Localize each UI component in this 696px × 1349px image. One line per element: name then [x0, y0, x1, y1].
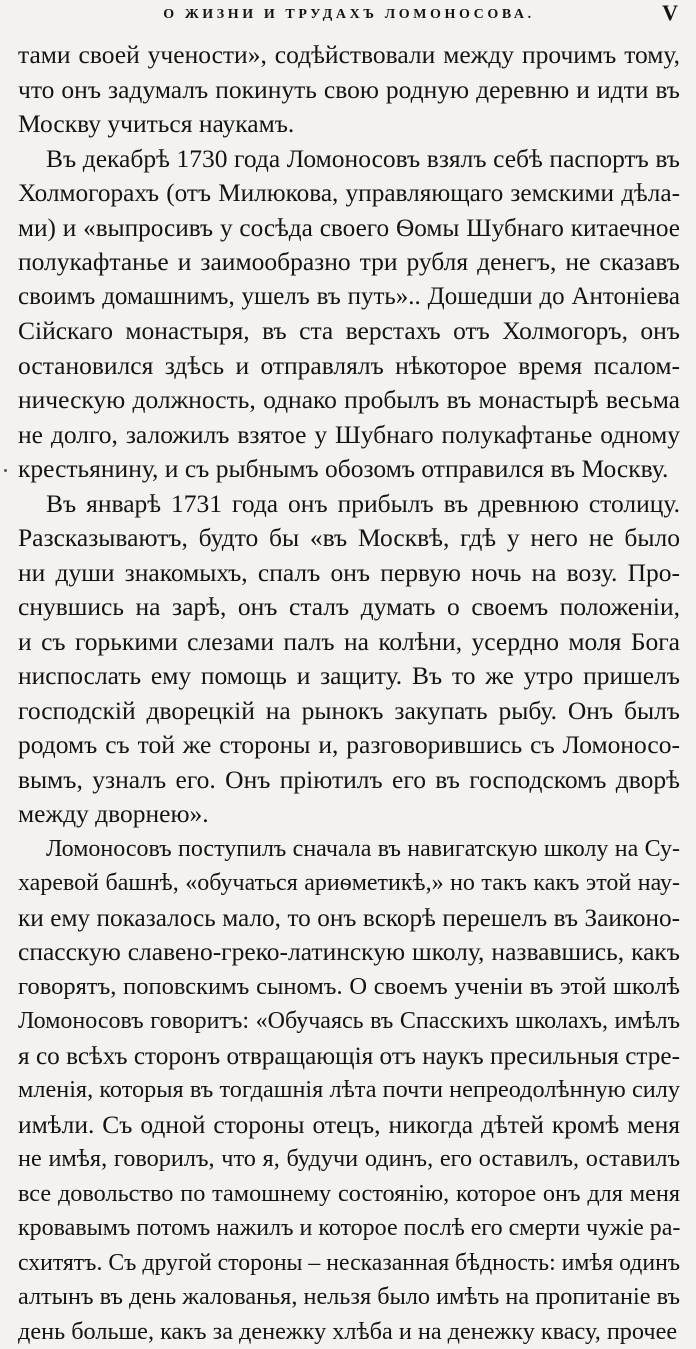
- text-line: вымъ, узналъ его. Онъ пріютилъ его въ господскомъ дворѣ: [18, 763, 680, 798]
- text-line: все довольство по тамошнему состоянію, которое онъ для меня: [18, 1177, 680, 1212]
- text-line: между дворнею».: [18, 797, 680, 832]
- text-line: спасскую славено-греко-латинскую школу, назвавшись, какъ: [18, 935, 680, 970]
- text-line: ническую должность, однако пробылъ въ монастырѣ весьма: [18, 383, 680, 418]
- text-line: родомъ съ той же стороны и, разговорившись съ Ломоносо-: [18, 728, 680, 763]
- text-line: Ломоносовъ говоритъ: «Обучаясь въ Спасскихъ школахъ, имѣлъ: [18, 1004, 680, 1039]
- text-line: кровавымъ потомъ нажилъ и которое послѣ его смерти чужіе рa-: [18, 1211, 680, 1246]
- text-line: что онъ задумалъ покинуть свою родную деревню и идти въ: [18, 73, 680, 108]
- ink-speck: [4, 469, 7, 472]
- text-line: харевой башнѣ, «обучаться ариѳметикѣ,» но такъ какъ этой нау-: [18, 866, 680, 901]
- text-line: ни души знакомыхъ, спалъ онъ первую ночь на возу. Про-: [18, 556, 680, 591]
- running-head: [18, 0, 680, 38]
- text-line: ниспослать ему помощь и защиту. Въ то же утро пришелъ: [18, 659, 680, 694]
- running-title: О ЖИЗНИ И ТРУДАХЪ ЛОМОНОСОВА.: [18, 7, 680, 23]
- text-line: схитятъ. Съ другой стороны – несказанная бѣдность: имѣя одинъ: [18, 1246, 680, 1281]
- text-line: Холмогорахъ (отъ Милюкова, управляющаго земскими дѣла-: [18, 176, 680, 211]
- text-line: не долго, заложилъ взятое у Шубнаго полукафтанье одному: [18, 418, 680, 453]
- text-line: Сійскаго монастыря, въ ста верстахъ отъ Холмогоръ, онъ: [18, 314, 680, 349]
- text-line: Москву учиться наукамъ.: [18, 107, 680, 142]
- text-line: ми) и «выпросивъ у сосѣда своего Ѳомы Шубнаго китаечное: [18, 211, 680, 246]
- text-line: снувшись на зарѣ, онъ сталъ думать о своемъ положеніи,: [18, 590, 680, 625]
- text-line: я со всѣхъ сторонъ отвращающія отъ наукъ пресильныя стре-: [18, 1039, 680, 1074]
- text-line: алтынъ въ день жалованья, нельзя было имѣть на пропитаніе въ: [18, 1280, 680, 1315]
- text-line: тами своей учености», содѣйствовали между прочимъ тому,: [18, 38, 680, 73]
- text-line: полукафтанье и заимообразно три рубля денегъ, не сказавъ: [18, 245, 680, 280]
- text-line: мленія, которыя въ тогдашнія лѣта почти непреодолѣнную силу: [18, 1073, 680, 1108]
- text-line: господскій дворецкій на рынокъ закупать рыбу. Онъ былъ: [18, 694, 680, 729]
- text-line: не имѣя, говорилъ, что я, будучи одинъ, его оставилъ, оставилъ: [18, 1142, 680, 1177]
- text-line: Въ декабрѣ 1730 года Ломоносовъ взялъ себѣ паспортъ въ: [18, 142, 680, 177]
- text-line: ки ему показалось мало, то онъ вскорѣ перешелъ въ Заиконо-: [18, 901, 680, 936]
- text-line: крестьянину, и съ рыбнымъ обозомъ отправился въ Москву.: [18, 452, 680, 487]
- text-line: Разсказываютъ, будто бы «въ Москвѣ, гдѣ у него не было: [18, 521, 680, 556]
- text-line: и съ горькими слезами палъ на колѣни, усердно моля Бога: [18, 625, 680, 660]
- paragraph: [18, 832, 680, 1349]
- text-line: Въ январѣ 1731 года онъ прибылъ въ древнюю столицу.: [18, 487, 680, 522]
- paragraph: [18, 38, 680, 142]
- paragraph: [18, 142, 680, 487]
- text-line: Ломоносовъ поступилъ сначала въ навигатскую школу на Су-: [18, 832, 680, 867]
- text-line: имѣли. Съ одной стороны отецъ, никогда дѣтей кромѣ меня: [18, 1108, 680, 1143]
- body-text: [18, 38, 680, 1349]
- text-line: день больше, какъ за денежку хлѣба и на денежку квасу, прочее: [18, 1315, 680, 1349]
- text-line: своимъ домашнимъ, ушелъ въ путь».. Дошедши до Антоніева: [18, 280, 680, 315]
- text-line: говорятъ, поповскимъ сыномъ. О своемъ ученіи въ этой школѣ: [18, 970, 680, 1005]
- text-line: остановился здѣсь и отправлялъ нѣкоторое время псалом-: [18, 349, 680, 384]
- paragraph: [18, 487, 680, 832]
- page-number: V: [662, 0, 678, 26]
